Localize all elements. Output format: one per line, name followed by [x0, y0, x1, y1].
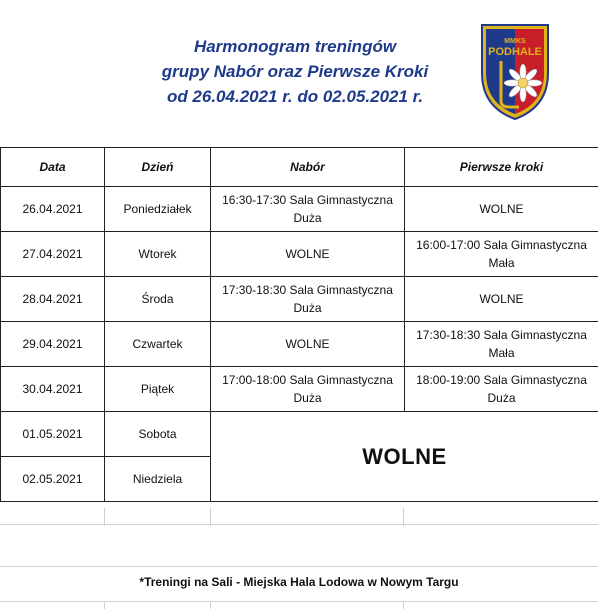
svg-text:PODHALE: PODHALE	[488, 46, 542, 58]
cell-line: 17:30-18:30 Sala Gimnastyczna	[416, 328, 587, 342]
cell-line: 18:00-19:00 Sala Gimnastyczna	[416, 373, 587, 387]
cell-date: 02.05.2021	[1, 457, 105, 502]
table-row	[1, 277, 598, 322]
gridline	[104, 601, 105, 609]
footnote: *Treningi na Sali - Miejska Hala Lodowa w Nowym Targu	[139, 575, 459, 589]
gridline	[0, 566, 598, 567]
cell-day: Czwartek	[105, 322, 211, 367]
cell-nabor	[211, 322, 405, 367]
club-logo	[479, 21, 551, 121]
gridline	[0, 524, 598, 525]
header-day: Dzień	[105, 148, 211, 187]
cell-line: WOLNE	[285, 337, 330, 351]
svg-text:MMKS: MMKS	[504, 38, 526, 45]
gridline	[210, 508, 211, 526]
cell-line: 16:30-17:30 Sala Gimnastyczna	[222, 193, 393, 207]
gridline	[403, 601, 404, 609]
cell-line: Mała	[488, 346, 515, 360]
table-row	[1, 187, 598, 232]
cell-nabor	[211, 367, 405, 412]
page-title	[130, 34, 460, 109]
cell-day: Sobota	[105, 412, 211, 457]
cell-pierwsze-kroki	[405, 277, 598, 322]
table-header-row	[1, 148, 598, 187]
header-date: Data	[1, 148, 105, 187]
gridline	[403, 508, 404, 526]
cell-line: WOLNE	[479, 292, 524, 306]
cell-line: Duża	[487, 391, 516, 405]
gridline	[210, 601, 211, 609]
schedule-table	[0, 147, 598, 502]
cell-line: Mała	[488, 256, 515, 270]
cell-nabor	[211, 277, 405, 322]
table-row	[1, 322, 598, 367]
weekend-free-label: WOLNE	[211, 412, 598, 502]
cell-nabor	[211, 232, 405, 277]
cell-line: WOLNE	[285, 247, 330, 261]
cell-date: 26.04.2021	[1, 187, 105, 232]
cell-pierwsze-kroki	[405, 232, 598, 277]
cell-date: 01.05.2021	[1, 412, 105, 457]
cell-day: Niedziela	[105, 457, 211, 502]
cell-date: 27.04.2021	[1, 232, 105, 277]
cell-date: 28.04.2021	[1, 277, 105, 322]
cell-pierwsze-kroki	[405, 322, 598, 367]
cell-pierwsze-kroki	[405, 367, 598, 412]
cell-day: Piątek	[105, 367, 211, 412]
title-line-1: Harmonogram treningów	[193, 37, 397, 56]
table-row	[1, 412, 598, 457]
title-line-3: od 26.04.2021 r. do 02.05.2021 r.	[166, 87, 424, 106]
cell-day: Środa	[105, 277, 211, 322]
title-line-2: grupy Nabór oraz Pierwsze Kroki	[161, 62, 429, 81]
header-pierwsze-kroki: Pierwsze kroki	[405, 148, 598, 187]
gridline	[104, 508, 105, 526]
edelweiss-crest-icon	[479, 21, 551, 121]
header-nabor: Nabór	[211, 148, 405, 187]
cell-date: 30.04.2021	[1, 367, 105, 412]
cell-line: Duża	[293, 391, 322, 405]
cell-line: Duża	[293, 301, 322, 315]
cell-line: Duża	[293, 211, 322, 225]
cell-line: 17:30-18:30 Sala Gimnastyczna	[222, 283, 393, 297]
cell-date: 29.04.2021	[1, 322, 105, 367]
cell-line: 17:00-18:00 Sala Gimnastyczna	[222, 373, 393, 387]
table-row	[1, 367, 598, 412]
cell-line: 16:00-17:00 Sala Gimnastyczna	[416, 238, 587, 252]
cell-nabor	[211, 187, 405, 232]
cell-day: Poniedziałek	[105, 187, 211, 232]
gridline	[0, 601, 598, 602]
table-row	[1, 232, 598, 277]
cell-pierwsze-kroki	[405, 187, 598, 232]
cell-line: WOLNE	[479, 202, 524, 216]
cell-day: Wtorek	[105, 232, 211, 277]
